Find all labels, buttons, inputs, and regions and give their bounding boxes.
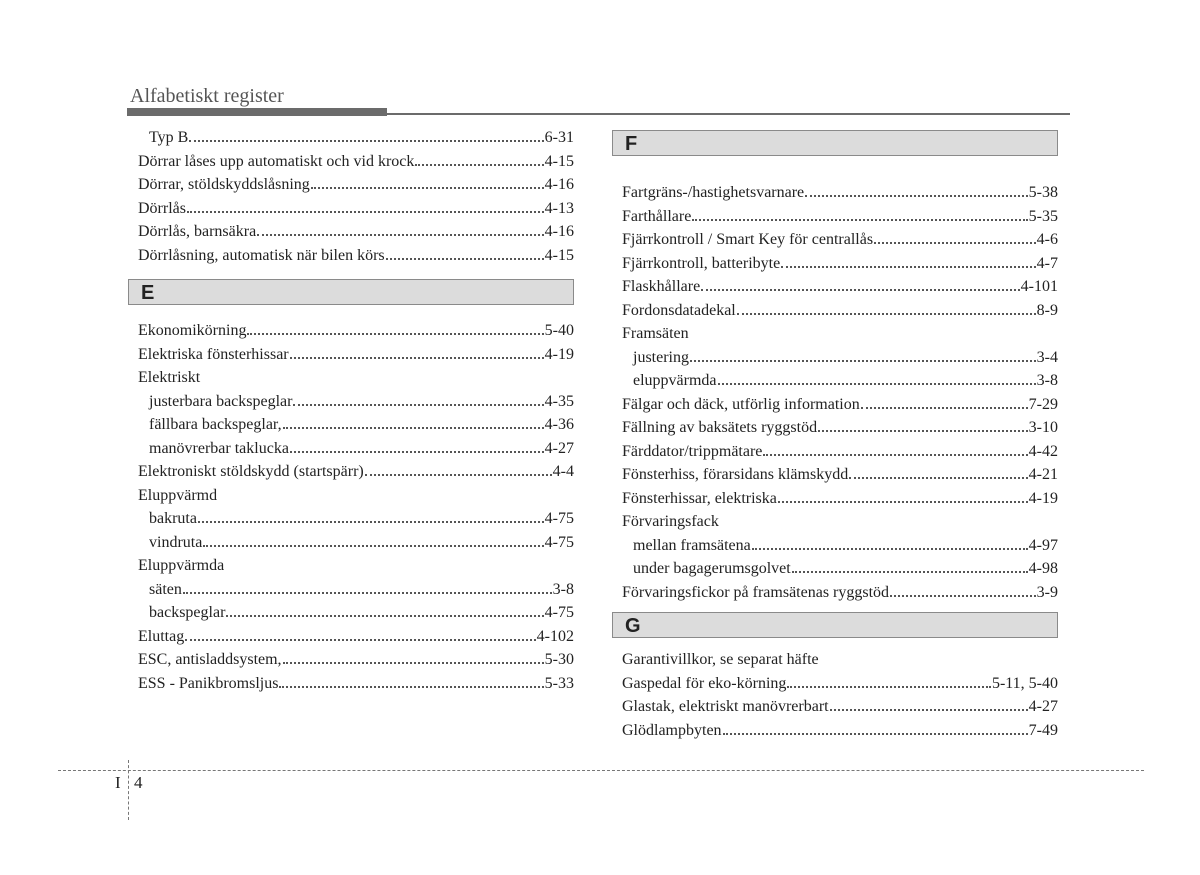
index-term: justering (633, 348, 689, 366)
index-entry (622, 534, 1058, 558)
index-page-ref: 4-16 (544, 176, 574, 193)
index-term: Typ B (149, 129, 189, 146)
index-page-ref: 5-30 (544, 651, 574, 668)
dot-leader (311, 186, 544, 189)
dot-leader (185, 638, 535, 641)
footer-page-number: 4 (134, 773, 143, 792)
index-entry (622, 228, 1058, 252)
dot-leader (861, 406, 1028, 409)
index-page-ref: 4-75 (544, 604, 574, 621)
dot-leader (279, 685, 543, 688)
index-term: Färddator/trippmätare (622, 442, 763, 460)
index-page-ref: 4-6 (1036, 231, 1058, 248)
index-entry (622, 322, 1058, 346)
index-page-ref: 4-19 (544, 345, 574, 363)
index-term: ESS - Panikbromsljus (138, 674, 279, 692)
index-page-ref: 6-31 (544, 129, 574, 146)
index-page-ref: 4-97 (1028, 536, 1058, 554)
index-term: vindruta (149, 533, 203, 551)
index-term: Fönsterhiss, förarsidans klämskydd (622, 466, 849, 483)
title-rule (387, 113, 1070, 115)
index-entry (138, 126, 574, 150)
dot-leader (290, 450, 544, 453)
index-page-ref: 4-102 (536, 627, 574, 645)
index-entry (622, 695, 1058, 719)
index-term: manövrerbar taklucka (149, 439, 289, 457)
index-entry (138, 507, 574, 531)
dot-leader (183, 591, 552, 594)
index-page-ref: 5-33 (544, 674, 574, 692)
index-term: bakruta (149, 510, 197, 527)
dot-leader (763, 453, 1027, 456)
index-term: Elektriskt (138, 369, 201, 386)
index-term: ESC, antisladdsystem, (138, 651, 282, 668)
dot-leader (723, 732, 1028, 735)
index-entry (622, 416, 1058, 440)
left-column (138, 126, 574, 695)
right-column (622, 130, 1058, 742)
index-page-ref: 4-75 (544, 510, 574, 527)
page-title: Alfabetiskt register (130, 85, 284, 107)
index-term: Eluppvärmd (138, 486, 218, 504)
dot-leader (805, 194, 1028, 197)
index-page-ref: 3-8 (552, 580, 574, 598)
index-entry (622, 719, 1058, 743)
dot-leader (203, 544, 543, 547)
index-page-ref: 5-38 (1028, 184, 1058, 201)
index-page-ref: 4-27 (544, 439, 574, 457)
index-entry (138, 343, 574, 367)
index-entry (622, 181, 1058, 205)
index-term: under bagagerumsgolvet (633, 560, 791, 577)
dot-leader (189, 139, 543, 142)
index-term: backspeglar (149, 604, 226, 621)
dot-leader (290, 356, 544, 359)
index-entry (138, 413, 574, 437)
index-term: Fjärrkontroll / Smart Key för centrallås (622, 231, 874, 248)
dot-leader (283, 426, 544, 429)
index-term: Fällning av baksätets ryggstöd (622, 419, 818, 436)
index-term: Dörrar låses upp automatiskt och vid krock (138, 152, 415, 170)
index-entry (622, 299, 1058, 323)
index-entry (622, 275, 1058, 299)
index-term: Gaspedal för eko-körning (622, 674, 787, 692)
index-page-ref: 4-35 (544, 392, 574, 410)
index-term: Förvaringsfack (622, 513, 719, 530)
dot-leader (787, 685, 991, 688)
index-entry (622, 487, 1058, 511)
footer-section-letter: I (115, 773, 121, 792)
dot-leader (415, 163, 543, 166)
index-term: Garantivillkor, se separat häfte (622, 651, 819, 668)
index-page-ref: 3-10 (1028, 419, 1058, 436)
dot-leader (849, 476, 1027, 479)
index-entry (138, 531, 574, 555)
entries-g (622, 648, 1058, 742)
dot-leader (692, 218, 1027, 221)
index-term: säten (149, 580, 182, 598)
index-term: justerbara backspeglar (149, 392, 293, 410)
title-accent-bar (127, 108, 387, 116)
dot-leader (198, 520, 544, 523)
dot-leader (226, 614, 543, 617)
index-page-ref: 3-9 (1036, 583, 1058, 601)
index-entry (622, 510, 1058, 534)
index-term: Fälgar och däck, utförlig information (622, 395, 860, 413)
dot-leader (778, 500, 1028, 503)
index-page-ref: 4-16 (544, 223, 574, 240)
dot-leader (830, 708, 1028, 711)
index-entry (138, 319, 574, 343)
section-header-e: E (128, 279, 574, 305)
index-term: Dörrlås (138, 199, 186, 217)
footer-dashed-rule (58, 770, 1144, 771)
dot-leader (737, 312, 1036, 315)
index-term: mellan framsätena (633, 536, 751, 554)
index-term: Glastak, elektriskt manövrerbart (622, 698, 829, 715)
index-entry (622, 440, 1058, 464)
dot-leader (890, 594, 1036, 597)
entries-top (138, 126, 574, 267)
index-page-ref: 4-15 (544, 152, 574, 170)
dot-leader (187, 210, 544, 213)
index-page-ref: 4-21 (1028, 466, 1058, 483)
index-term: Eluttag (138, 627, 185, 645)
index-page-ref: 5-11, 5-40 (991, 674, 1058, 692)
dot-leader (781, 265, 1035, 268)
dot-leader (818, 429, 1028, 432)
dot-leader (283, 661, 544, 664)
index-entry (138, 578, 574, 602)
entries-e (138, 319, 574, 695)
section-header-g: G (612, 612, 1058, 638)
index-entry (622, 463, 1058, 487)
index-entry (138, 460, 574, 484)
index-term: Farthållare (622, 207, 692, 225)
index-page-ref: 4-98 (1028, 560, 1058, 577)
index-term: Dörrar, stöldskyddslåsning (138, 176, 310, 193)
index-term: Förvaringsfickor på framsätenas ryggstöd (622, 583, 890, 601)
dot-leader (257, 233, 544, 236)
index-entry (622, 346, 1058, 370)
index-entry (622, 557, 1058, 581)
index-entry (138, 601, 574, 625)
index-entry (138, 390, 574, 414)
index-term: Ekonomikörning (138, 322, 247, 339)
index-page-ref: 8-9 (1036, 301, 1058, 319)
index-term: Fartgräns-/hastighetsvarnare (622, 184, 805, 201)
index-term: Dörrlåsning, automatisk när bilen körs (138, 246, 385, 264)
index-entry (138, 554, 574, 578)
index-entry (622, 648, 1058, 672)
footer-vertical-dashed-rule (128, 760, 129, 820)
index-page-ref: 4-15 (544, 246, 574, 264)
section-header-f: F (612, 130, 1058, 156)
index-page-ref: 7-29 (1028, 395, 1058, 413)
index-entry (138, 150, 574, 174)
index-page-ref: 7-49 (1028, 721, 1058, 739)
index-term: fällbara backspeglar, (149, 416, 282, 433)
dot-leader (874, 241, 1036, 244)
index-page-ref: 4-19 (1028, 489, 1058, 507)
index-entry (138, 484, 574, 508)
dot-leader (386, 257, 544, 260)
index-entry (138, 366, 574, 390)
entries-f (622, 181, 1058, 604)
index-entry (622, 581, 1058, 605)
dot-leader (792, 570, 1028, 573)
index-term: Fjärrkontroll, batteribyte (622, 254, 781, 272)
index-page-ref: 4-36 (544, 416, 574, 433)
index-page-ref: 4-101 (1020, 278, 1058, 295)
dot-leader (293, 403, 543, 406)
dot-leader (701, 288, 1019, 291)
index-term: Elektroniskt stöldskydd (startspärr) (138, 463, 364, 480)
dot-leader (690, 359, 1036, 362)
dot-leader (247, 332, 543, 335)
index-page-ref: 3-8 (1036, 372, 1058, 389)
index-page-ref: 4-75 (544, 533, 574, 551)
index-page-ref: 5-35 (1028, 207, 1058, 225)
index-entry (138, 220, 574, 244)
index-entry (138, 437, 574, 461)
index-term: Elektriska fönsterhissar (138, 345, 289, 363)
index-page-ref: 4-13 (544, 199, 574, 217)
index-term: Framsäten (622, 325, 689, 342)
index-term: Flaskhållare (622, 278, 701, 295)
index-term: Fönsterhissar, elektriska (622, 489, 777, 507)
index-entry (138, 672, 574, 696)
index-entry (138, 625, 574, 649)
index-term: Dörrlås, barnsäkra (138, 223, 257, 240)
index-page-ref: 4-27 (1028, 698, 1058, 715)
index-term: eluppvärmda (633, 372, 717, 389)
dot-leader (718, 382, 1036, 385)
index-page-ref: 4-4 (552, 463, 574, 480)
index-page-ref: 4-7 (1036, 254, 1058, 272)
dot-leader (752, 547, 1028, 550)
dot-leader (365, 473, 552, 476)
index-page-ref: 4-42 (1028, 442, 1058, 460)
index-term: Eluppvärmda (138, 557, 225, 574)
index-term: Fordonsdatadekal (622, 301, 736, 319)
index-entry (138, 173, 574, 197)
index-entry (622, 369, 1058, 393)
index-page-ref: 5-40 (544, 322, 574, 339)
index-entry (622, 672, 1058, 696)
index-entry (622, 205, 1058, 229)
index-page-ref: 3-4 (1036, 348, 1058, 366)
index-term: Glödlampbyten (622, 721, 722, 739)
index-entry (138, 244, 574, 268)
index-entry (138, 197, 574, 221)
index-entry (622, 393, 1058, 417)
index-entry (138, 648, 574, 672)
index-entry (622, 252, 1058, 276)
